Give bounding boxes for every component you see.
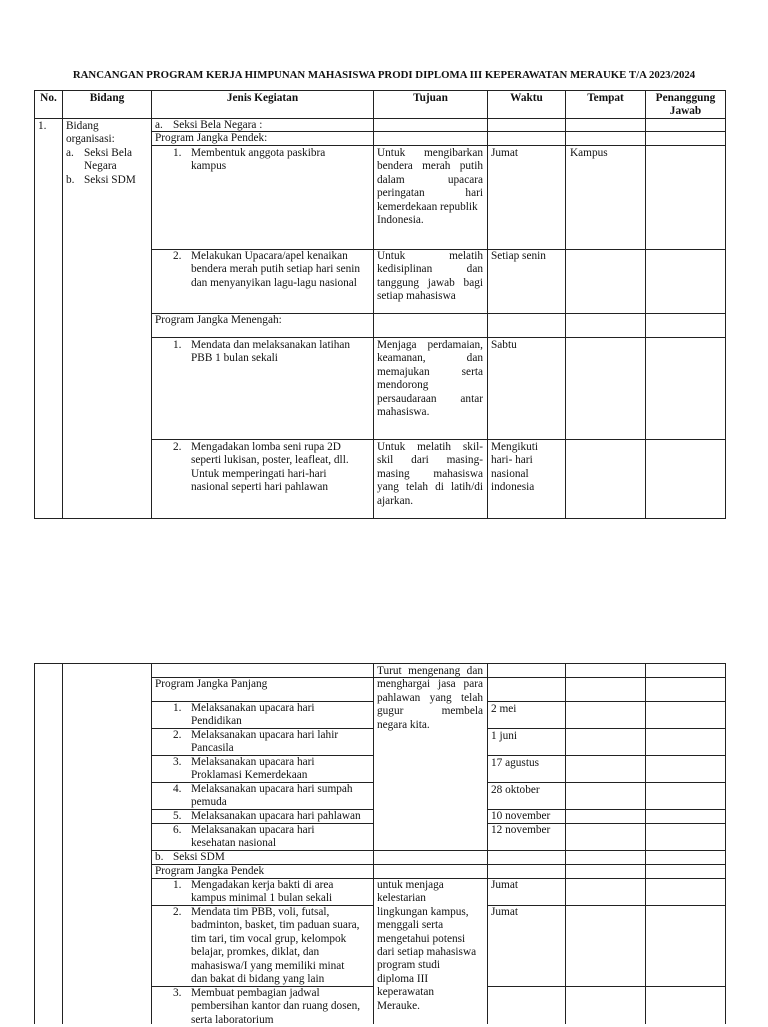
waktu-sdm-2: Jumat (491, 906, 518, 918)
waktu-panjang-1: 2 mei (491, 703, 517, 715)
tujuan-sdm: untuk menjaga kelestarian lingkungan kampus, menggali serta mengetahui potensi dari setiap mahasiswa program studi diploma III keperawatan Merauke. (377, 879, 477, 1012)
label-program-jangka-pendek: Program Jangka Pendek: (155, 132, 268, 144)
header-tujuan: Tujuan (413, 92, 448, 104)
tujuan-menengah-1: Menjaga perdamaian, keamanan, dan memajukan serta mendorong persaudaraan antar mahasiswa. (377, 339, 483, 419)
waktu-menengah-1: Sabtu (491, 339, 517, 351)
tujuan-panjang: Turut mengenang dan menghargai jasa para pahlawan yang telah gugur membela negara kita. (377, 665, 483, 731)
waktu-panjang-3: 17 agustus (491, 757, 540, 769)
header-no: No. (40, 92, 57, 104)
tempat-pendek-1: Kampus (570, 147, 608, 159)
waktu-sdm-1: Jumat (491, 879, 518, 891)
waktu-pendek-1: Jumat (491, 147, 518, 159)
bidang-heading: Bidang organisasi: (66, 120, 115, 146)
tujuan-pendek-2: Untuk melatih kedisiplinan dan tanggung jawab bagi setiap mahasiswa (377, 250, 483, 303)
header-tempat: Tempat (587, 92, 624, 104)
header-penanggung-jawab: Penanggung Jawab (655, 92, 716, 118)
tujuan-pendek-1: Untuk mengibarkan bendera merah putih dalam upacara peringatan hari kemerdekaan republik Indonesia. (377, 147, 483, 227)
row-number: 1. (38, 120, 47, 132)
label-program-jangka-menengah: Program Jangka Menengah: (155, 314, 282, 326)
waktu-panjang-6: 12 november (491, 824, 551, 836)
header-waktu: Waktu (510, 92, 543, 104)
waktu-menengah-2: Mengikuti hari- hari nasional indonesia (491, 441, 539, 494)
waktu-pendek-2: Setiap senin (491, 250, 546, 262)
header-bidang: Bidang (89, 92, 125, 104)
header-jenis-kegiatan: Jenis Kegiatan (226, 92, 299, 104)
document-title: RANCANGAN PROGRAM KERJA HIMPUNAN MAHASISWA PRODI DIPLOMA III KEPERAWATAN MERAUKE T/A 2023/2024 (72, 69, 696, 81)
waktu-panjang-5: 10 november (491, 810, 551, 822)
waktu-panjang-4: 28 oktober (491, 784, 540, 796)
waktu-panjang-2: 1 juni (491, 730, 518, 742)
label-program-jangka-panjang: Program Jangka Panjang (155, 678, 268, 690)
tujuan-menengah-2: Untuk melatih skil- skil dari masing- masing mahasiswa yang telah di latih/di ajarkan. (377, 441, 483, 507)
label-sdm-program-jangka-pendek: Program Jangka Pendek (155, 865, 265, 877)
